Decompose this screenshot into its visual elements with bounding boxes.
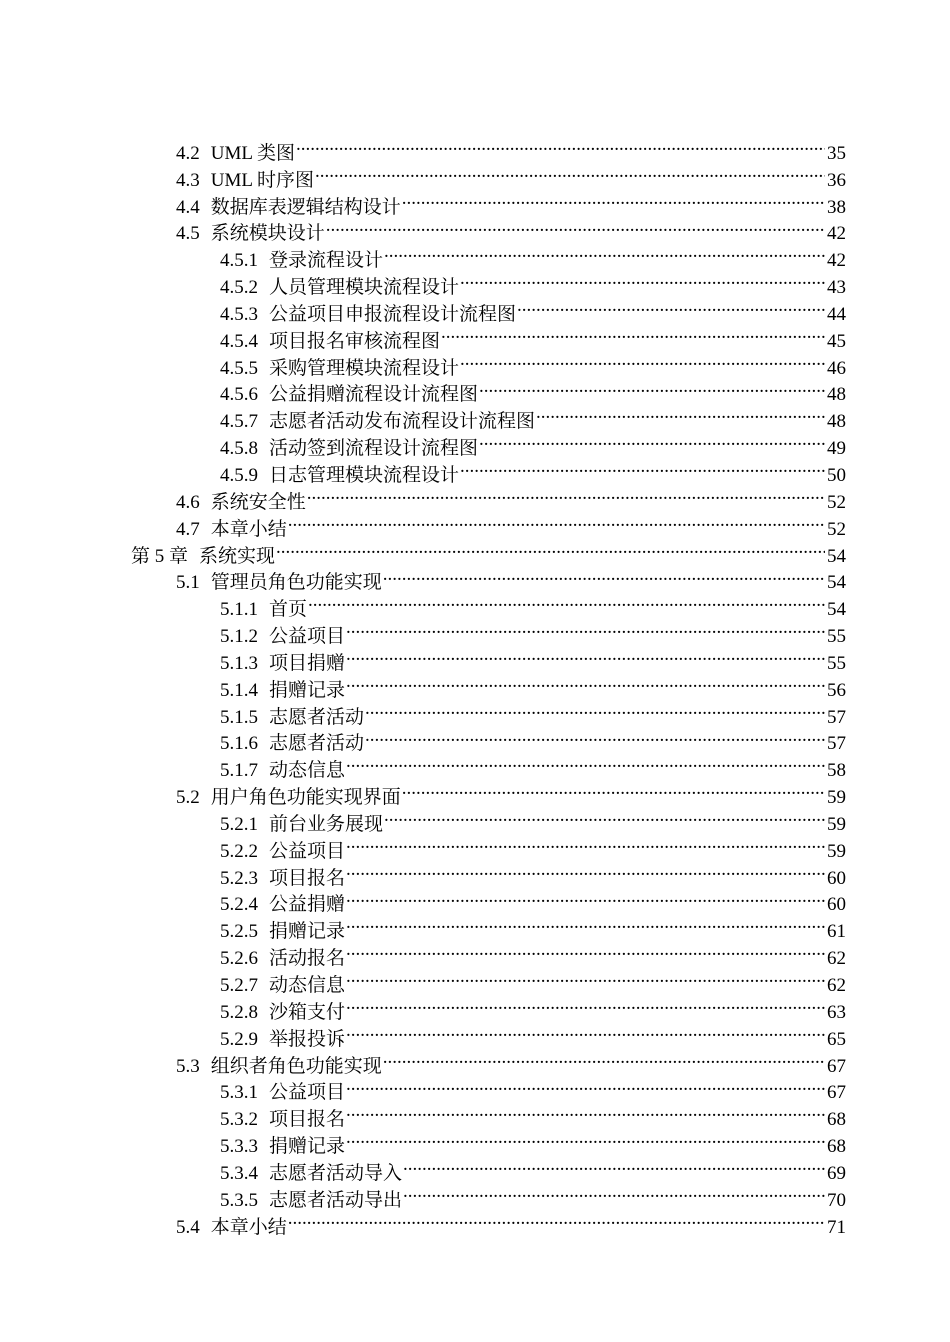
toc-entry[interactable] [0,723,950,755]
toc-entry-title: 首页 [269,599,308,621]
toc-dot-leader [326,213,825,240]
toc-entry-page-number: 52 [827,491,846,513]
toc-entry[interactable] [0,535,950,567]
toc-dot-leader [346,749,825,776]
toc-entry-page-number: 59 [827,787,846,809]
toc-entry-title: 公益项目 [269,1082,346,1104]
toc-entry-page-number: 56 [827,679,846,701]
toc-entry-page-number: 36 [827,169,846,191]
toc-dot-leader [346,1125,825,1152]
toc-entry-title: 项目报名审核流程图 [269,330,441,352]
toc-entry-title: 捐赠记录 [269,921,346,943]
toc-entry-number: 5.3.5 [220,1189,258,1211]
toc-entry-page-number: 59 [827,840,846,862]
toc-entry[interactable] [0,1018,950,1050]
toc-entry[interactable] [0,159,950,191]
toc-entry-number: 4.2 [176,142,200,164]
toc-entry-title: 公益项目 [269,626,346,648]
toc-entry[interactable] [0,588,950,621]
toc-entry[interactable] [0,669,950,701]
toc-entry[interactable] [0,454,950,486]
toc-entry-number: 5.3.1 [220,1082,258,1104]
toc-entry[interactable] [0,830,950,862]
toc-entry-page-number: 48 [827,411,846,433]
toc-entry-number: 5.4 [176,1216,200,1238]
toc-dot-leader [402,186,825,213]
toc-entry-number: 4.5 [176,223,200,245]
toc-entry-title: 志愿者活动 [269,706,365,728]
toc-entry-title: 本章小结 [210,518,287,540]
toc-dot-leader [383,1045,825,1072]
toc-entry[interactable] [0,884,950,916]
toc-entry-number: 5.3 [176,1055,200,1077]
toc-dot-leader [307,481,825,508]
toc-entry-title: 日志管理模块流程设计 [269,464,460,486]
toc-entry-number: 4.5.8 [220,438,258,460]
toc-entry-title: 采购管理模块流程设计 [269,357,460,379]
toc-entry-title: 动态信息 [269,760,346,782]
toc-entry-page-number: 58 [827,760,846,782]
toc-dot-leader [346,910,825,937]
toc-entry-number: 5.2.9 [220,1028,258,1050]
toc-entry[interactable] [0,937,950,970]
toc-dot-leader [346,1072,825,1099]
toc-entry-number: 5.1.3 [220,652,258,674]
toc-entry-title: 公益捐赠 [269,894,346,916]
toc-entry[interactable] [0,1152,950,1184]
toc-entry-page-number: 59 [827,813,846,835]
toc-entry[interactable] [0,481,950,513]
toc-dot-leader [288,1206,825,1233]
toc-entry-number: 5.2.4 [220,894,258,916]
toc-entry-title: UML 时序图 [210,169,315,191]
toc-dot-leader [346,1018,825,1045]
toc-entry-number: 4.5.7 [220,411,258,433]
toc-entry-title: 动态信息 [269,975,346,996]
toc-entry-title: 捐赠记录 [269,679,346,701]
toc-entry[interactable] [0,910,950,943]
toc-entry[interactable] [0,213,950,245]
toc-entry-title: 公益项目申报流程设计流程图 [269,303,517,325]
toc-entry-page-number: 52 [827,518,846,540]
toc-entry-title: UML 类图 [210,142,296,164]
toc-entry[interactable] [0,1125,950,1158]
toc-dot-leader [365,696,825,723]
toc-dot-leader [460,266,825,293]
toc-dot-leader [479,427,825,454]
toc-dot-leader [460,347,825,374]
toc-entry-number: 4.5.2 [220,277,258,299]
toc-entry-page-number: 45 [827,330,846,352]
toc-entry-page-number: 68 [827,1109,846,1131]
toc-entry-number: 5.1.4 [220,679,258,701]
toc-entry-page-number: 54 [827,545,846,567]
toc-entry-number: 5.1.7 [220,760,258,782]
toc-dot-leader [479,374,825,401]
toc-entry-title: 组织者角色功能实现 [210,1055,382,1077]
toc-dot-leader [346,669,825,696]
toc-entry-title: 本章小结 [210,1216,287,1238]
toc-entry[interactable] [0,803,950,835]
toc-entry-page-number: 62 [827,975,846,996]
toc-entry-page-number: 48 [827,384,846,406]
toc-dot-leader [276,535,825,562]
toc-entry[interactable] [0,508,950,540]
toc-entry-number: 4.5.6 [220,384,258,406]
toc-entry-page-number: 67 [827,1082,846,1104]
toc-entry-number: 5.2.7 [220,975,258,996]
toc-entry-number: 4.5.9 [220,464,258,486]
toc-entry[interactable] [0,991,950,1023]
toc-entry-number: 4.6 [176,491,200,513]
toc-entry[interactable] [0,400,950,433]
toc-entry-page-number: 38 [827,196,846,218]
toc-entry[interactable] [0,1098,950,1131]
toc-entry-page-number: 60 [827,867,846,889]
toc-entry-title: 公益项目 [269,840,346,862]
toc-entry-number: 5.1.6 [220,733,258,755]
toc-entry-page-number: 57 [827,733,846,755]
toc-dot-leader [288,508,825,535]
toc-entry-page-number: 62 [827,948,846,970]
toc-entry-title: 志愿者活动 [269,733,365,755]
toc-dot-leader [346,857,825,884]
toc-entry-title: 沙箱支付 [269,1001,346,1023]
toc-entry[interactable] [0,1072,950,1104]
toc-entry-number: 4.5.1 [220,250,258,272]
toc-entry-number: 5.2 [176,787,200,809]
toc-entry-number: 5.3.2 [220,1109,258,1131]
toc-entry[interactable] [0,266,950,299]
toc-entry-page-number: 35 [827,142,846,164]
toc-entry-page-number: 49 [827,438,846,460]
toc-entry-title: 人员管理模块流程设计 [269,277,460,299]
toc-dot-leader [365,723,825,750]
toc-entry[interactable] [0,857,950,889]
toc-entry-number: 4.5.4 [220,330,258,352]
toc-entry-page-number: 60 [827,894,846,916]
toc-entry-title: 系统实现 [199,545,276,567]
toc-entry[interactable] [0,132,950,164]
toc-entry-number: 5.1.5 [220,706,258,728]
toc-entry-number: 5.2.5 [220,921,258,943]
toc-entry[interactable] [0,1045,950,1077]
toc-dot-leader [346,964,825,991]
toc-dot-leader [403,1152,825,1179]
toc-dot-leader [402,776,825,803]
toc-entry[interactable] [0,239,950,272]
toc-entry-title: 志愿者活动发布流程设计流程图 [269,411,536,433]
toc-entry-number: 5.2.2 [220,840,258,862]
toc-dot-leader [346,615,825,642]
toc-entry-page-number: 50 [827,464,846,486]
toc-entry-page-number: 67 [827,1055,846,1077]
toc-entry-number: 4.5.5 [220,357,258,379]
toc-entry-number: 5.3.4 [220,1162,258,1184]
toc-dot-leader [346,937,825,964]
toc-entry[interactable] [0,320,950,352]
toc-entry[interactable] [0,642,950,674]
toc-entry[interactable] [0,615,950,648]
toc-entry-page-number: 43 [827,277,846,299]
toc-entry[interactable] [0,1206,950,1238]
toc-entry-page-number: 70 [827,1189,846,1211]
toc-entry-title: 管理员角色功能实现 [210,572,382,594]
toc-entry-title: 用户角色功能实现界面 [210,787,401,809]
toc-entry-page-number: 61 [827,921,846,943]
toc-entry-title: 捐赠记录 [269,1136,346,1158]
toc-entry-page-number: 69 [827,1162,846,1184]
toc-entry-title: 前台业务展现 [269,813,384,835]
toc-entry-number: 5.2.8 [220,1001,258,1023]
toc-entry-number: 5.3.3 [220,1136,258,1158]
toc-entry-number: 5.1.2 [220,626,258,648]
toc-dot-leader [346,1098,825,1125]
toc-entry-number: 5.2.3 [220,867,258,889]
toc-entry-title: 公益捐赠流程设计流程图 [269,384,479,406]
toc-entry-title: 系统模块设计 [210,223,325,245]
toc-dot-leader [384,803,825,830]
toc-entry-number: 4.7 [176,518,200,540]
toc-entry-number: 5.1.1 [220,599,258,621]
toc-entry[interactable] [0,1179,950,1211]
toc-dot-leader [460,454,825,481]
toc-dot-leader [536,400,825,427]
toc-entry-page-number: 44 [827,303,846,325]
toc-entry-page-number: 54 [827,572,846,594]
table-of-contents [0,132,950,1238]
toc-entry-page-number: 68 [827,1136,846,1158]
toc-entry-page-number: 46 [827,357,846,379]
toc-entry-page-number: 42 [827,250,846,272]
toc-entry-number: 5.2.6 [220,948,258,970]
toc-entry-page-number: 63 [827,1001,846,1023]
toc-dot-leader [441,320,825,347]
toc-entry[interactable] [0,696,950,728]
toc-entry-number: 4.5.3 [220,303,258,325]
toc-entry-page-number: 54 [827,599,846,621]
toc-entry-title: 项目报名 [269,1109,346,1131]
toc-dot-leader [346,642,825,669]
toc-entry-number: 5.1 [176,572,200,594]
toc-entry[interactable] [0,964,950,996]
toc-entry[interactable] [0,374,950,406]
toc-dot-leader [383,562,825,589]
toc-entry-number: 5.2.1 [220,813,258,835]
toc-dot-leader [315,159,825,186]
toc-dot-leader [384,239,825,266]
toc-entry-title: 数据库表逻辑结构设计 [210,196,401,218]
toc-entry[interactable] [0,427,950,460]
toc-entry-title: 举报投诉 [269,1028,346,1050]
toc-entry[interactable] [0,749,950,782]
toc-dot-leader [346,830,825,857]
toc-dot-leader [346,991,825,1018]
toc-entry-page-number: 65 [827,1028,846,1050]
toc-dot-leader [346,884,825,911]
toc-entry-page-number: 57 [827,706,846,728]
toc-entry[interactable] [0,293,950,325]
toc-entry-number: 4.4 [176,196,200,218]
toc-entry[interactable] [0,186,950,218]
toc-entry-title: 系统安全性 [210,491,306,513]
toc-dot-leader [296,132,825,159]
toc-entry-page-number: 71 [827,1216,846,1238]
toc-entry-title: 活动报名 [269,948,346,970]
toc-entry-number: 4.3 [176,169,200,191]
toc-entry[interactable] [0,562,950,594]
toc-entry-title: 活动签到流程设计流程图 [269,438,479,460]
toc-entry[interactable] [0,776,950,809]
toc-dot-leader [308,588,825,615]
toc-entry-page-number: 55 [827,652,846,674]
toc-entry-number: 第 5 章 [131,545,189,567]
toc-entry-page-number: 55 [827,626,846,648]
toc-entry-title: 志愿者活动导出 [269,1189,403,1211]
toc-entry-page-number: 42 [827,223,846,245]
toc-dot-leader [403,1179,825,1206]
toc-entry-title: 志愿者活动导入 [269,1162,403,1184]
toc-entry[interactable] [0,347,950,379]
toc-entry-title: 登录流程设计 [269,250,384,272]
toc-dot-leader [517,293,825,320]
toc-entry-title: 项目报名 [269,867,346,889]
toc-entry-title: 项目捐赠 [269,652,346,674]
